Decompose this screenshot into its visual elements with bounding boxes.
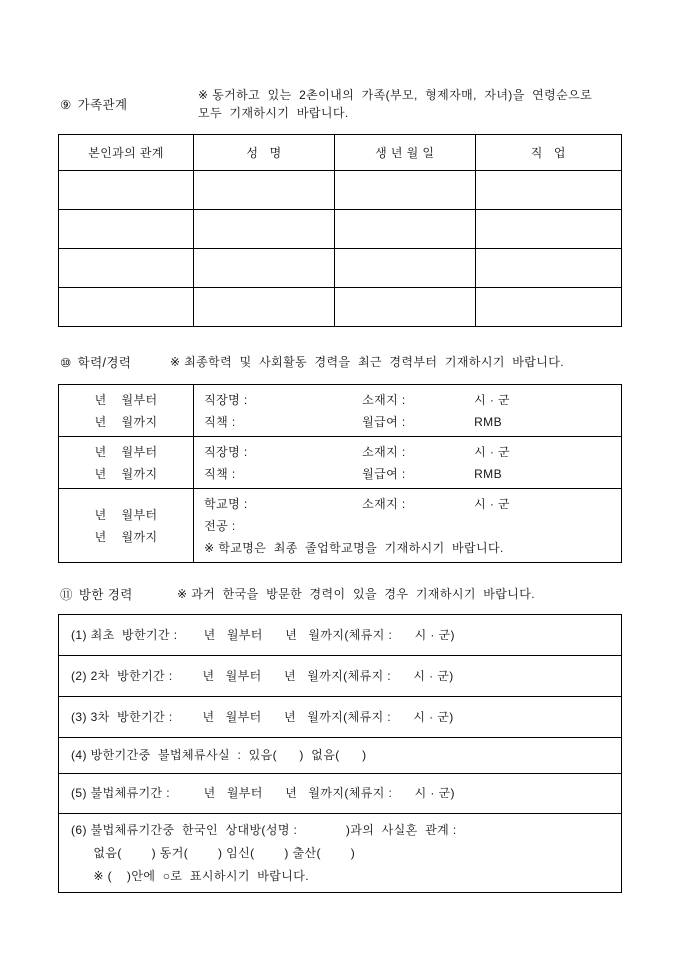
career-details-cell[interactable]	[194, 385, 622, 437]
period-to: 년 월까지	[94, 529, 158, 544]
family-table-row	[59, 288, 622, 327]
section-family-number: ⑨	[60, 97, 72, 112]
third-visit-period-text: (3) 3차 방한기간 : 년 월부터 년 월까지(체류지 : 시 · 군)	[71, 709, 454, 724]
location-label: 소재지 :	[362, 496, 406, 511]
section-visits-title	[60, 585, 177, 603]
occupation-blank-cell[interactable]	[475, 171, 621, 210]
period-to: 년 월까지	[94, 466, 158, 481]
section-family-title	[60, 95, 198, 113]
section-visits-title-text: 방한 경력	[78, 588, 133, 602]
section-family-header	[60, 86, 622, 122]
name-blank-cell[interactable]	[194, 171, 335, 210]
section-visits-header	[60, 585, 622, 603]
city-county-text: 시 · 군	[474, 496, 510, 511]
family-table	[58, 134, 622, 327]
career-row-education	[59, 489, 622, 563]
section-career-title-text: 학력/경력	[77, 356, 132, 370]
relation-blank-cell[interactable]	[59, 210, 194, 249]
visit-row-1	[59, 615, 622, 656]
section-family-note	[198, 86, 592, 122]
career-detail-line	[204, 389, 615, 411]
header-relation: 본인과의 관계	[59, 135, 194, 171]
career-detail-line	[204, 463, 615, 485]
family-note-line2: 모두 기재하시기 바랍니다.	[198, 106, 349, 120]
name-blank-cell[interactable]	[194, 249, 335, 288]
career-row	[59, 437, 622, 489]
name-blank-cell[interactable]	[194, 288, 335, 327]
position-label: 직책 :	[204, 466, 236, 481]
occupation-blank-cell[interactable]	[475, 288, 621, 327]
defacto-relation-line3: ※ ( )안에 ○로 표시하시기 바랍니다.	[71, 868, 310, 883]
section-visits-note: ※ 과거 한국을 방문한 경력이 있을 경우 기재하시기 바랍니다.	[177, 587, 536, 601]
currency-text: RMB	[474, 414, 502, 429]
header-birthdate: 생 년 월 일	[334, 135, 475, 171]
career-table	[58, 384, 622, 563]
illegal-stay-fact-cell[interactable]	[59, 738, 622, 774]
visit-row-4	[59, 738, 622, 774]
birthdate-blank-cell[interactable]	[334, 171, 475, 210]
visit-row-5	[59, 774, 622, 814]
section-visits-number: ⑪	[60, 588, 73, 602]
family-table-row	[59, 210, 622, 249]
period-from: 년 월부터	[94, 444, 158, 459]
career-period-cell[interactable]	[59, 437, 194, 489]
defacto-relation-cell[interactable]	[59, 814, 622, 893]
salary-label: 월급여 :	[362, 466, 406, 481]
first-visit-period-cell[interactable]	[59, 615, 622, 656]
period-to: 년 월까지	[94, 414, 158, 429]
header-name: 성 명	[194, 135, 335, 171]
second-visit-period-text: (2) 2차 방한기간 : 년 월부터 년 월까지(체류지 : 시 · 군)	[71, 668, 454, 683]
career-detail-line	[204, 441, 615, 463]
location-label: 소재지 :	[362, 392, 406, 407]
family-note-line1: ※ 동거하고 있는 2촌이내의 가족(부모, 형제자매, 자녀)을 연령순으로	[198, 88, 593, 102]
section-career-number: ⑩	[60, 355, 72, 370]
school-label: 학교명 :	[204, 496, 248, 511]
career-detail-line	[204, 411, 615, 433]
career-detail-line	[204, 515, 615, 537]
major-label: 전공 :	[204, 518, 236, 533]
workplace-label: 직장명 :	[204, 392, 248, 407]
relation-blank-cell[interactable]	[59, 249, 194, 288]
birthdate-blank-cell[interactable]	[334, 210, 475, 249]
visit-row-3	[59, 697, 622, 738]
second-visit-period-cell[interactable]	[59, 656, 622, 697]
first-visit-period-text: (1) 최초 방한기간 : 년 월부터 년 월까지(체류지 : 시 · 군)	[71, 627, 455, 642]
family-table-row	[59, 249, 622, 288]
defacto-relation-line2: 없음( ) 동거( ) 임신( ) 출산( )	[71, 845, 356, 860]
career-row	[59, 385, 622, 437]
location-label: 소재지 :	[362, 444, 406, 459]
visits-table	[58, 614, 622, 893]
period-from: 년 월부터	[94, 392, 158, 407]
family-table-row	[59, 171, 622, 210]
section-career-note: ※ 최종학력 및 사회활동 경력을 최근 경력부터 기재하시기 바랍니다.	[170, 355, 564, 369]
visit-row-6	[59, 814, 622, 893]
occupation-blank-cell[interactable]	[475, 210, 621, 249]
career-period-cell[interactable]	[59, 489, 194, 563]
city-county-text: 시 · 군	[474, 392, 510, 407]
career-details-cell[interactable]	[194, 489, 622, 563]
section-family-title-text: 가족관계	[77, 98, 128, 112]
visit-row-2	[59, 656, 622, 697]
career-period-cell[interactable]	[59, 385, 194, 437]
career-detail-line	[204, 493, 615, 515]
family-table-header-row	[59, 135, 622, 171]
illegal-stay-fact-text: (4) 방한기간중 불법체류사실 : 있음( ) 없음( )	[71, 748, 367, 762]
section-career-title	[60, 353, 170, 371]
occupation-blank-cell[interactable]	[475, 249, 621, 288]
city-county-text: 시 · 군	[474, 444, 510, 459]
position-label: 직책 :	[204, 414, 236, 429]
workplace-label: 직장명 :	[204, 444, 248, 459]
currency-text: RMB	[474, 466, 502, 481]
section-career-header	[60, 353, 622, 371]
relation-blank-cell[interactable]	[59, 171, 194, 210]
career-details-cell[interactable]	[194, 437, 622, 489]
birthdate-blank-cell[interactable]	[334, 288, 475, 327]
third-visit-period-cell[interactable]	[59, 697, 622, 738]
illegal-stay-period-cell[interactable]	[59, 774, 622, 814]
illegal-stay-period-text: (5) 불법체류기간 : 년 월부터 년 월까지(체류지 : 시 · 군)	[71, 786, 455, 800]
period-from: 년 월부터	[94, 507, 158, 522]
birthdate-blank-cell[interactable]	[334, 249, 475, 288]
name-blank-cell[interactable]	[194, 210, 335, 249]
salary-label: 월급여 :	[362, 414, 406, 429]
school-note: ※ 학교명은 최종 졸업학교명을 기재하시기 바랍니다.	[204, 540, 504, 555]
relation-blank-cell[interactable]	[59, 288, 194, 327]
defacto-relation-line1: (6) 불법체류기간중 한국인 상대방(성명 : )과의 사실혼 관계 :	[71, 822, 457, 837]
header-occupation: 직 업	[475, 135, 621, 171]
